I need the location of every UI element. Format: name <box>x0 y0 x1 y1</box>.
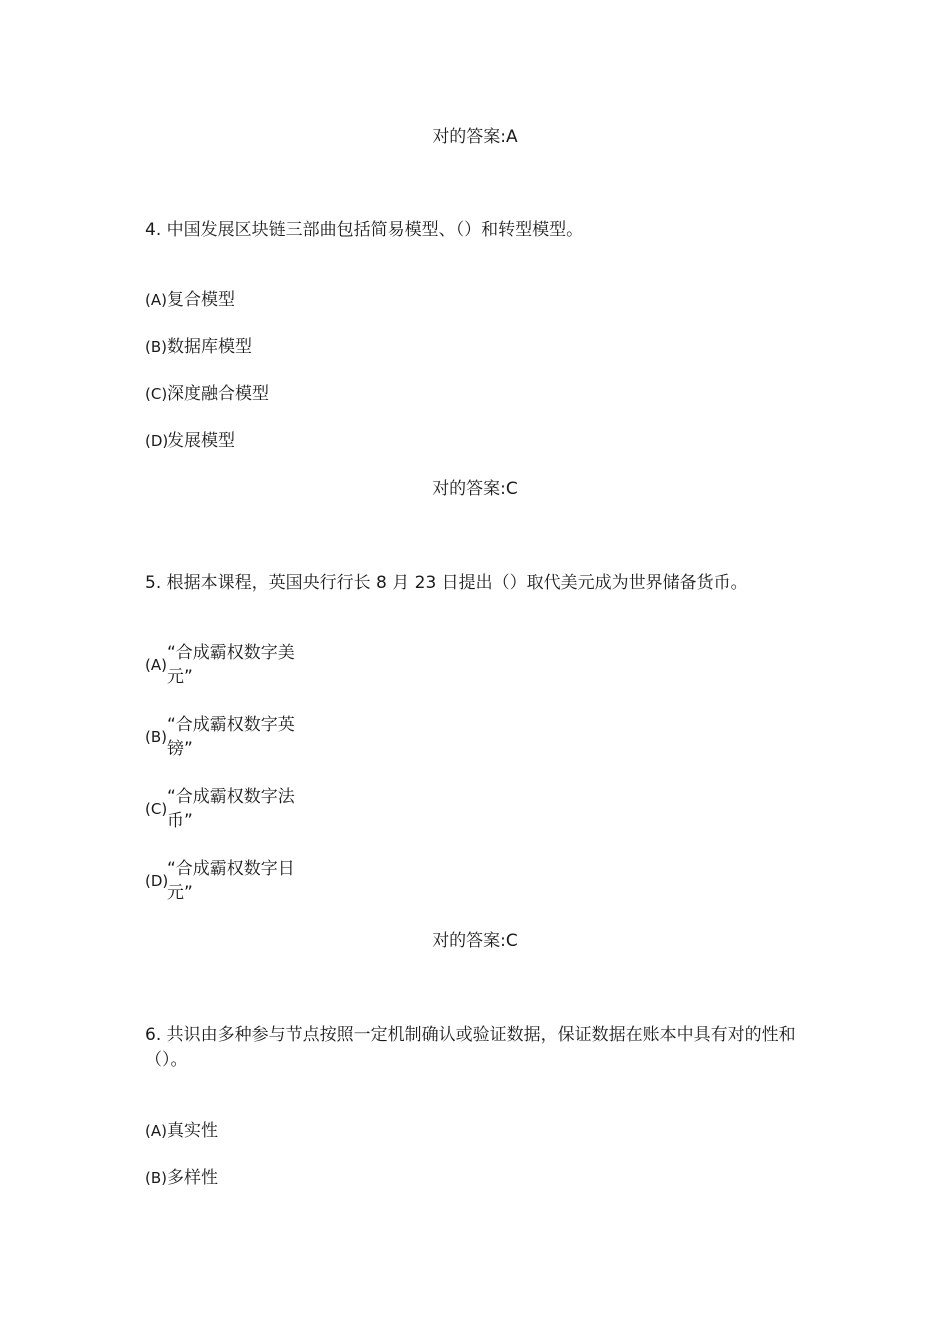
option-text: “合成霸权数字法币” <box>167 787 295 831</box>
option-text: 发展模型 <box>167 431 235 451</box>
option-text: 复合模型 <box>167 290 235 310</box>
option-letter: (D) <box>145 872 169 890</box>
question-4: 4. 中国发展区块链三部曲包括简易模型、（）和转型模型。 <box>145 220 584 240</box>
answer-line: 对的答案:C <box>432 931 518 951</box>
option-text: 深度融合模型 <box>167 384 269 404</box>
option-letter: (B) <box>145 728 167 746</box>
option-letter: (B) <box>145 1169 167 1187</box>
option-text: 真实性 <box>167 1121 218 1141</box>
option-5c <box>145 785 315 833</box>
option-letter: (A) <box>145 291 167 309</box>
option-letter: (A) <box>145 656 167 674</box>
option-5a <box>145 641 315 689</box>
option-5d <box>145 857 315 905</box>
option-6b <box>145 1166 315 1190</box>
option-4c <box>145 382 315 406</box>
option-letter: (B) <box>145 338 167 356</box>
option-4d <box>145 429 315 453</box>
question-5: 5. 根据本课程，英国央行行长 8 月 23 日提出（）取代美元成为世界储备货币。 <box>145 573 748 593</box>
option-4a <box>145 288 315 312</box>
option-text: “合成霸权数字英镑” <box>167 715 295 759</box>
option-text: “合成霸权数字美元” <box>167 643 295 687</box>
option-letter: (C) <box>145 800 168 818</box>
option-text: 数据库模型 <box>167 337 252 357</box>
answer-line: 对的答案:C <box>432 479 518 499</box>
option-6a <box>145 1119 315 1143</box>
option-4b <box>145 335 315 359</box>
option-letter: (C) <box>145 385 168 403</box>
option-text: 多样性 <box>167 1168 218 1188</box>
option-5b <box>145 713 315 761</box>
answer-line: 对的答案:A <box>432 127 518 147</box>
option-letter: (D) <box>145 432 169 450</box>
option-letter: (A) <box>145 1122 167 1140</box>
option-text: “合成霸权数字日元” <box>167 859 295 903</box>
question-6: 6. 共识由多种参与节点按照一定机制确认或验证数据，保证数据在账本中具有对的性和（）。 <box>145 1025 796 1070</box>
